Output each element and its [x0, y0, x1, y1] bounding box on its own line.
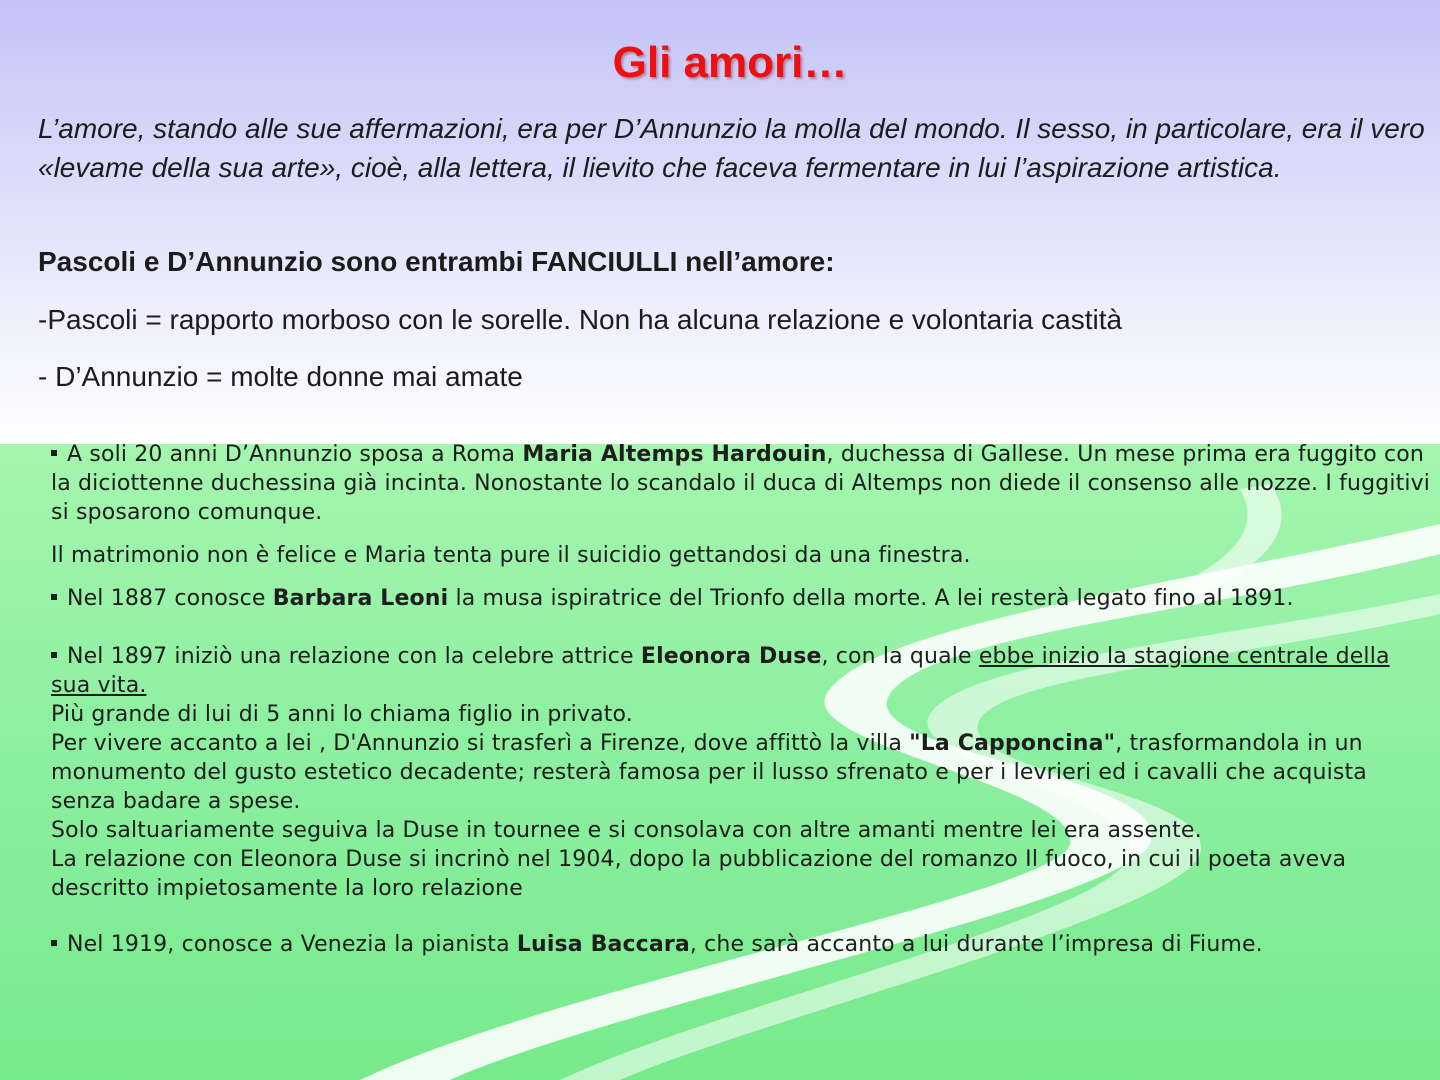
underlined-phrase: ebbe inizio la stagione centrale della sua vita. [51, 644, 1390, 698]
altemps-name: Maria Altemps Hardouin [522, 442, 827, 467]
slide-title: Gli amori… [612, 38, 848, 87]
intro-paragraph: L’amore, stando alle sue affermazioni, era per D’Annunzio la molla del mondo. Il sesso, in particolare, era il vero «levame della sua arte», cioè, alla lettera, il lievito che faceva fermentare in lui l’aspirazione artistica. [38, 113, 1425, 183]
altemps-paragraph: A soli 20 anni D’Annunzio sposa a Roma Maria Altemps Hardouin, duchessa di Gallese. Un mese prima era fuggito con la diciottenne duchessina già incinta. Nonostante lo scandalo il duca di Altemps non diede il consenso alle nozze. I fuggitivi si sposarono comunque. [51, 442, 1431, 525]
baccara-name: Luisa Baccara [516, 932, 690, 957]
bullet-icon [51, 594, 57, 600]
comparison-heading: Pascoli e D’Annunzio sono entrambi FANCIULLI nell’amore: [38, 246, 835, 277]
duse-name: Eleonora Duse [640, 644, 822, 669]
leoni-name: Barbara Leoni [272, 586, 449, 611]
matrimonio-paragraph: Il matrimonio non è felice e Maria tenta pure il suicidio gettandosi da una finestra. [51, 543, 971, 568]
leoni-paragraph: Nel 1887 conosce Barbara Leoni la musa ispiratrice del Trionfo della morte. A lei resterà legato fino al 1891. [51, 584, 1431, 613]
bullet-icon [51, 652, 57, 658]
villa-name: "La Capponcina" [909, 731, 1116, 756]
pascoli-line: -Pascoli = rapporto morboso con le sorelle. Non ha alcuna relazione e volontaria castità [38, 304, 1123, 335]
dannunzio-line: - D’Annunzio = molte donne mai amate [38, 361, 523, 392]
baccara-paragraph: Nel 1919, conosce a Venezia la pianista Luisa Baccara, che sarà accanto a lui durante l’impresa di Fiume. [51, 930, 1431, 959]
bullet-icon [51, 940, 57, 946]
bullet-icon [51, 450, 57, 456]
duse-paragraph: Nel 1897 iniziò una relazione con la celebre attrice Eleonora Duse, con la quale ebbe inizio la stagione centrale della sua vita. Più grande di lui di 5 anni lo chiama figlio in privato. Per vivere accanto a lei , D'Annunzio si trasferì a Firenze, dove affittò la villa "La Capponcina", trasformandola in un monumento del gusto estetico decadente; resterà famosa per il lusso sfrenato e per i levrieri ed i cavalli che acquista senza badare a spese. Solo saltuariamente seguiva la Duse in tournee e si consolava con altre amanti mentre lei era assente. La relazione con Eleonora Duse si incrinò nel 1904, dopo la pubblicazione del romanzo Il fuoco, in cui il poeta aveva descritto impietosamente la loro relazione [51, 644, 1390, 901]
